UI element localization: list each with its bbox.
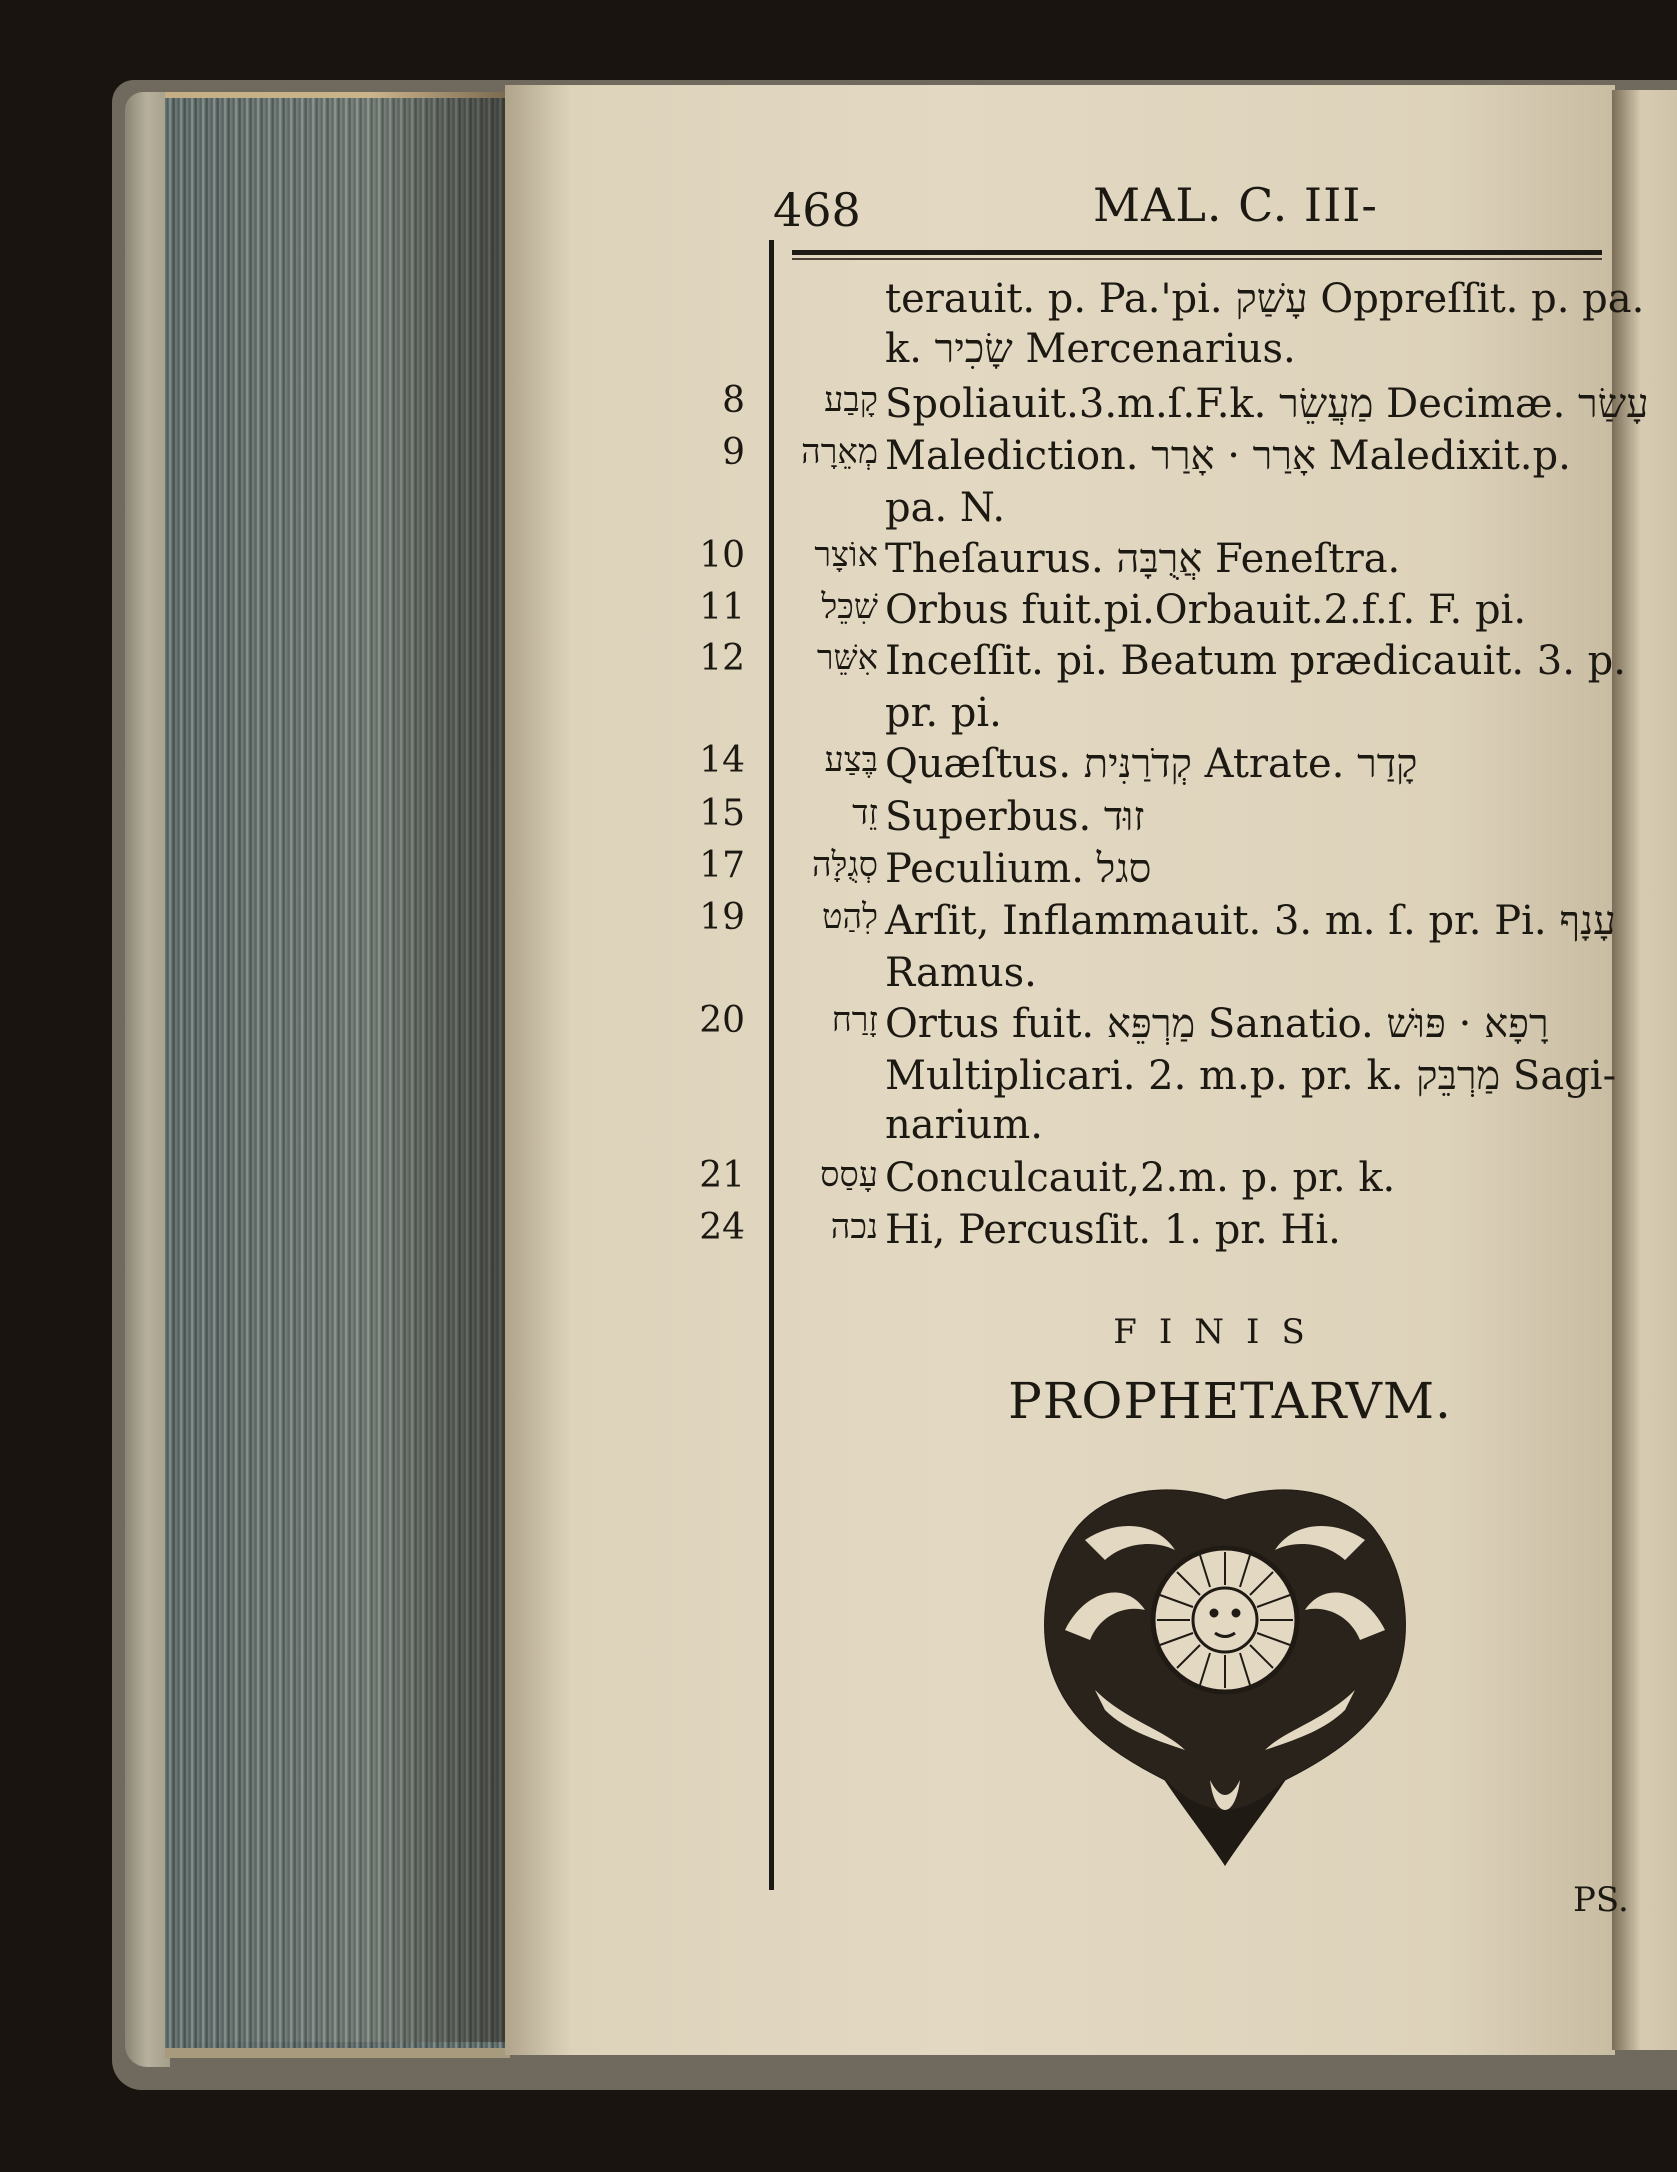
hebrew-word: אוֹצָר (814, 535, 878, 575)
verse-number: 15 (699, 793, 745, 834)
hebrew-word: שִׁכֵּל (821, 587, 878, 627)
latin-gloss: Quæſtus. קְדֹרַנִּית Atrate. קָדַר (885, 741, 1418, 787)
page-number: 468 (773, 183, 861, 237)
latin-gloss: Ortus fuit. מַרְפֵּא Sanatio. רָפָא · פּוּשׁ (885, 1001, 1549, 1047)
verse-number: 10 (699, 535, 745, 576)
latin-gloss: pa. N. (885, 485, 1006, 531)
verse-number: 11 (699, 587, 745, 628)
latin-gloss: Ramus. (885, 950, 1037, 996)
latin-gloss: pr. pi. (885, 690, 1002, 736)
latin-gloss: Spoliauit.3.m.ſ.F.k. מַעֲשֵׂר Decimæ. עָשַׂר (885, 381, 1649, 427)
latin-gloss: Superbus. זוּד (885, 794, 1145, 840)
latin-gloss: terauit. p. Pa.'pi. עָשַׁק Oppreſſit. p. pa. (885, 276, 1645, 322)
verse-number: 17 (699, 845, 745, 886)
verse-number: 21 (699, 1155, 745, 1196)
latin-gloss: Arſit, Inflammauit. 3. m. ſ. pr. Pi. עָנָף (885, 898, 1616, 944)
hebrew-word: לִהַט (822, 897, 878, 937)
prophetarum-heading: PROPHETARVM. (1008, 1372, 1452, 1430)
verse-number: 9 (722, 432, 745, 473)
page-edges-shade (165, 92, 510, 2042)
hebrew-word: זֵד (852, 793, 878, 833)
latin-gloss: Orbus fuit.pi.Orbauit.2.f.ſ. F. pi. (885, 587, 1527, 633)
latin-gloss: k. שָׂכִיר Mercenarius. (885, 326, 1296, 372)
verse-number: 8 (722, 380, 745, 421)
latin-gloss: Conculcauit,2.m. p. pr. k. (885, 1155, 1396, 1201)
latin-gloss: Peculium. סגל (885, 846, 1152, 892)
catchword: PS. (1573, 1880, 1629, 1920)
hebrew-word: מְאֵרָה (801, 432, 878, 472)
hebrew-word: זָרַח (831, 1000, 878, 1040)
hebrew-word: נכה (830, 1207, 878, 1247)
hebrew-word: סְגֻלָּה (811, 845, 878, 885)
verse-number: 20 (699, 1000, 745, 1041)
latin-gloss: Theſaurus. אֲרֻבָּה Feneſtra. (885, 536, 1401, 582)
finis-heading: FINIS (1113, 1312, 1327, 1352)
hebrew-word: עָסַס (820, 1155, 878, 1195)
latin-gloss: narium. (885, 1102, 1043, 1148)
verse-number: 24 (699, 1207, 745, 1248)
latin-gloss: Malediction. אָרַר · אָרַר Maledixit.p. (885, 433, 1571, 479)
running-title: MAL. C. III- (1093, 178, 1378, 232)
latin-gloss: Inceſſit. pi. Beatum prædicauit. 3. p. (885, 638, 1626, 684)
verse-number: 12 (699, 638, 745, 679)
hebrew-word: בֶּצַע (824, 740, 878, 780)
hebrew-word: אִשֵּׁר (816, 638, 878, 678)
header-rule-thin (792, 258, 1602, 260)
verse-number: 14 (699, 740, 745, 781)
sun-face-ornament (1015, 1480, 1435, 1870)
book-spine (125, 92, 170, 2067)
verse-number: 19 (699, 897, 745, 938)
hebrew-word: קָבַע (824, 380, 878, 420)
header-rule (792, 250, 1602, 255)
column-rule (769, 240, 774, 1890)
latin-gloss: Multiplicari. 2. m.p. pr. k. מַרְבֵּק Sagi- (885, 1053, 1617, 1099)
latin-gloss: Hi, Percusſit. 1. pr. Hi. (885, 1207, 1341, 1253)
